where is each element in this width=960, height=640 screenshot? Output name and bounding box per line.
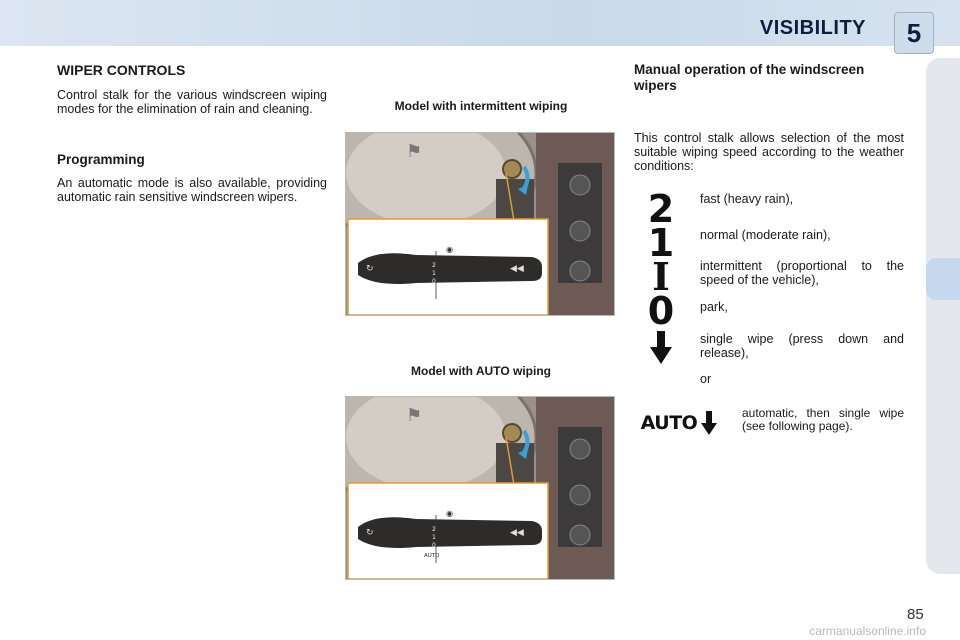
mode-symbol-0: [634, 290, 688, 330]
page-number: 85: [907, 606, 924, 623]
down-arrow-icon: [701, 411, 717, 435]
mode-text: intermittent (proportional to the speed of the vehicle),: [700, 259, 904, 287]
intro-paragraph: Control stalk for the various windscreen wiping modes for the elimination of rain and cleaning.: [57, 88, 327, 116]
svg-text:1: 1: [432, 534, 436, 541]
mode-text: park,: [700, 300, 728, 314]
section-title: WIPER CONTROLS: [57, 62, 186, 78]
or-text: or: [700, 372, 712, 386]
svg-text:◀◀: ◀◀: [510, 264, 524, 274]
mode-symbol-text: I: [652, 257, 670, 295]
programming-title: Programming: [57, 152, 145, 167]
figure-caption-auto: Model with AUTO wiping: [411, 364, 551, 378]
chapter-number-tab: 5: [894, 12, 934, 54]
stalk-auto-label: AUTO: [424, 553, 440, 559]
mode-park: [634, 290, 904, 330]
svg-text:⚑: ⚑: [406, 141, 423, 162]
auto-symbol-text: AUTO: [640, 412, 698, 434]
mode-auto: [634, 403, 904, 443]
side-navigation-rail: [926, 58, 960, 574]
svg-text:0: 0: [432, 278, 436, 285]
right-column: [634, 62, 904, 94]
svg-text:2: 2: [432, 262, 436, 269]
mode-text: single wipe (press down and release),: [700, 332, 904, 360]
figure-intermittent-wiping: [345, 132, 615, 316]
svg-text:◉: ◉: [446, 509, 453, 518]
figure-caption-intermittent: Model with intermittent wiping: [394, 99, 568, 113]
mode-text: automatic, then single wipe (see following page).: [742, 406, 904, 433]
svg-text:↻: ↻: [366, 264, 374, 274]
svg-text:◀◀: ◀◀: [510, 528, 524, 538]
svg-text:↻: ↻: [366, 528, 374, 538]
auto-symbol: [634, 403, 724, 443]
mode-symbol-text: 1: [647, 223, 675, 261]
figure-auto-wiping: [345, 396, 615, 580]
svg-text:1: 1: [432, 270, 436, 277]
chapter-title: VISIBILITY: [759, 17, 866, 39]
mode-single-wipe: [634, 328, 904, 368]
svg-text:⚑: ⚑: [406, 405, 423, 426]
svg-text:◉: ◉: [446, 245, 453, 254]
manual-operation-intro: This control stalk allows selection of the most suitable wiping speed according to the weather conditions:: [634, 131, 904, 173]
mode-text: fast (heavy rain),: [700, 192, 794, 206]
mode-text: normal (moderate rain),: [700, 228, 831, 242]
mode-symbol-text: 0: [647, 291, 675, 329]
left-column: [57, 62, 327, 204]
mode-symbol-text: 2: [647, 189, 675, 227]
side-chapter-marker[interactable]: [926, 258, 960, 300]
down-arrow-icon: [634, 328, 688, 368]
programming-paragraph: An automatic mode is also available, providing automatic rain sensitive windscreen wipers.: [57, 176, 327, 204]
svg-text:2: 2: [432, 526, 436, 533]
watermark: carmanualsonline.info: [809, 624, 926, 638]
manual-operation-title: Manual operation of the windscreen wipers: [634, 62, 865, 93]
svg-text:0: 0: [432, 542, 436, 549]
